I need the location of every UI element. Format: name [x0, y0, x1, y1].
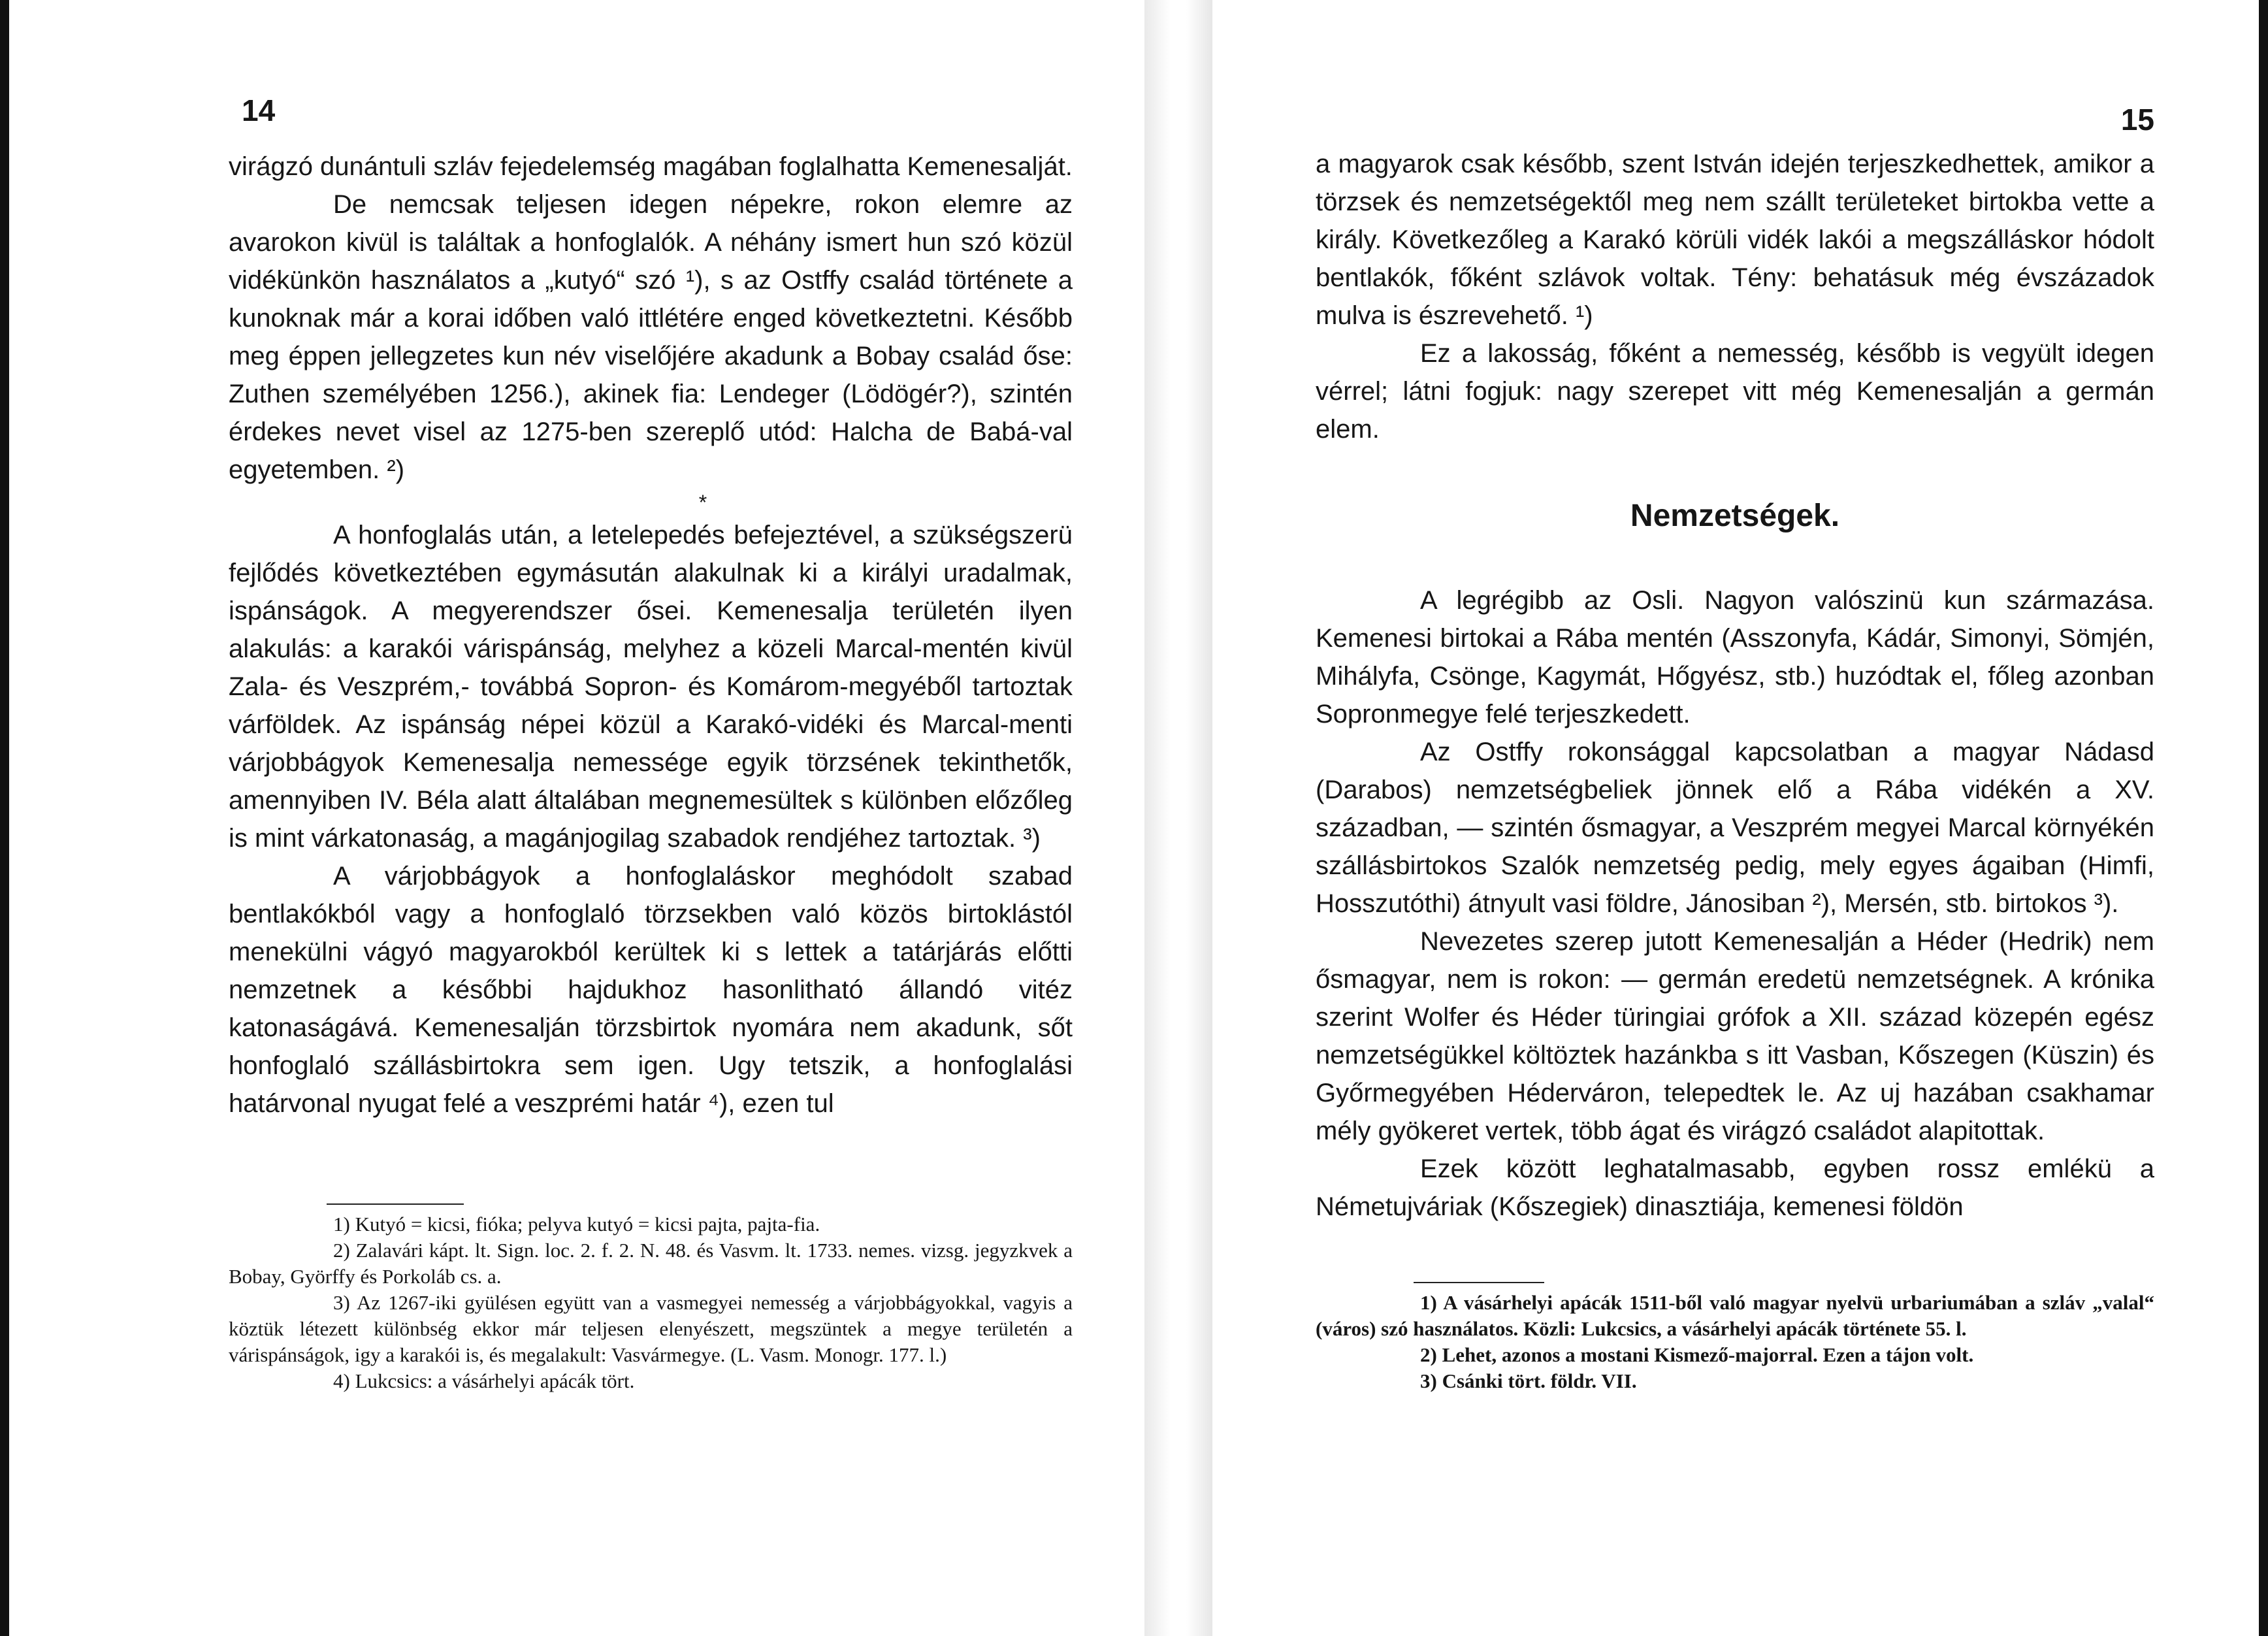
footnote: 1) Kutyó = kicsi, fióka; pelyva kutyó = kicsi pajta, pajta-fia. — [333, 1213, 820, 1235]
paragraph: Ezek között leghatalmasabb, egyben rossz emlékü a Németujváriak (Kőszegiek) dinasztiája, kemenesi földön — [1316, 1154, 2154, 1221]
paragraph: A honfoglalás után, a letelepedés befejeztével, a szükségszerü fejlődés következtében egymásután alakulnak ki a királyi uradalmak, ispánságok. A megyerendszer ősei. Kemenesalja területén ilyen alakulás: a karakói várispánság, melyhez a közeli Marcal-mentén kivül Zala- és Veszprém,- továbbá Sopron- és Komárom-megyéből tartoztak várföldek. Az ispánság népei közül a Karakó-vidéki és Marcal-menti várjobbágyok Kemenesalja nemessége egyik törzsének tekinthetők, amennyiben IV. Béla alatt általában megnemesültek s különben előzőleg is mint várkatonaság, a magánjogilag szabadok rendjéhez tartoztak. ³) — [229, 521, 1073, 853]
paragraph: Nevezetes szerep jutott Kemenesalján a Héder (Hedrik) nem ősmagyar, nem is rokon: — germán eredetü nemzetségnek. A krónika szerint Wolfer és Héder türingiai grófok a XII. század közepén egész nemzetségükkel költöztek hazánkba s itt Vasban, Kőszegen (Küszin) és Győrmegyében Héderváron, telepedtek le. Az uj hazában csakhamar mély gyökeret vertek, több ágat és virágzó családot alapitottak. — [1316, 927, 2154, 1145]
book-gutter — [1144, 0, 1212, 1636]
footnote: 2) Zalavári kápt. lt. Sign. loc. 2. f. 2. N. 48. és Vasvm. lt. 1733. nemes. vizsg. jegyzkvek a Bobay, Györffy és Porkoláb cs. a. — [229, 1239, 1073, 1288]
right-page — [1316, 0, 2154, 1636]
main-text — [229, 148, 1073, 1122]
footnote: 4) Lukcsics: a vásárhelyi apácák tört. — [333, 1369, 635, 1392]
section-heading: Nemzetségek. — [1630, 499, 1840, 533]
footnotes — [229, 1211, 1073, 1394]
footnote: 3) Csánki tört. földr. VII. — [1420, 1369, 1637, 1392]
footnote-rule — [1414, 1282, 1544, 1283]
main-text — [1316, 145, 2154, 1226]
footnote: 2) Lehet, azonos a mostani Kismező-majorral. Ezen a tájon volt. — [1420, 1343, 1974, 1366]
footnote: 1) A vásárhelyi apácák 1511-ből való magyar nyelvü urbariumában a szláv „valal“ (város) szó használatos. Közli: Lukcsics, a vásárhelyi apácák története 55. l. — [1316, 1291, 2154, 1340]
left-page — [229, 0, 1073, 1636]
footnote-rule — [327, 1203, 464, 1205]
paragraph: A legrégibb az Osli. Nagyon valószinü kun származása. Kemenesi birtokai a Rába mentén (Asszonyfa, Kádár, Simonyi, Sömjén, Mihályfa, Csönge, Kagymát, Hőgyész, stb.) huzódtak el, főleg azonban Sopronmegye felé terjeszkedett. — [1316, 586, 2154, 728]
scan-right-edge — [2259, 0, 2268, 1636]
paragraph: a magyarok csak később, szent István idején terjeszkedhettek, amikor a törzsek és nemzetségektől meg nem szállt területeket birtokba vette a király. Következőleg a Karakó körüli vidék lakói a megszálláskor hódolt bentlakók, főként szlávok voltak. Tény: behatásuk még évszázadok mulva is észrevehető. ¹) — [1316, 150, 2154, 330]
footnotes — [1316, 1290, 2154, 1394]
paragraph: Ez a lakosság, főként a nemesség, később is vegyült idegen vérrel; látni fogjuk: nagy szerepet vitt még Kemenesalján a germán elem. — [1316, 339, 2154, 444]
paragraph: virágzó dunántuli szláv fejedelemség magában foglalhatta Kemenesalját. — [229, 152, 1073, 181]
paragraph: Az Ostffy rokonsággal kapcsolatban a magyar Nádasd (Darabos) nemzetségbeliek jönnek elő a Rába vidékén a XV. században, — szintén ősmagyar, a Veszprém megyei Marcal környékén szállásbirtokos Szalók nemzetség pedig, mely egyes ágaiban (Himfi, Hosszutóthi) átnyult vasi földre, Jánosiban ²), Mersén, stb. birtokos ³). — [1316, 738, 2154, 918]
footnote: 3) Az 1267-iki gyülésen együtt van a vasmegyei nemesség a várjobbágyokkal, vagyis a köztük létezett különbség ekkor már teljesen elenyészett, megszüntek a megye területén a várispánságok, igy a karakói is, és megalakult: Vasvármegye. (L. Vasm. Monogr. 177. l.) — [229, 1291, 1073, 1366]
scan-left-edge — [0, 0, 9, 1636]
paragraph: De nemcsak teljesen idegen népekre, rokon elemre az avarokon kivül is találtak a honfoglalók. A néhány ismert hun szó közül vidékünkön használatos a „kutyó“ szó ¹), s az Ostffy család története a kunoknak már a korai időben való ittlétére enged következtetni. Később meg éppen jellegzetes kun név viselőjére akadunk a Bobay család őse: Zuthen személyében 1256.), akinek fia: Lendeger (Lödögér?), szintén érdekes nevet visel az 1275-ben szereplő utód: Halcha de Babá-val egyetemben. ²) — [229, 190, 1073, 484]
page-number: 15 — [2120, 103, 2154, 137]
section-separator: * — [698, 491, 707, 514]
paragraph: A várjobbágyok a honfoglaláskor meghódolt szabad bentlakókból vagy a honfoglaló törzsekben való közös birtoklástól menekülni vágyó magyarokból kerültek ki s lettek a tatárjárás előtti nemzetnek a későbbi hajdukhoz hasonlitható állandó vitéz katonaságává. Kemenesalján törzsbirtok nyomára nem akadunk, sőt honfoglaló szállásbirtokra sem igen. Ugy tetszik, a honfoglalási határvonal nyugat felé a veszprémi határ ⁴), ezen tul — [229, 862, 1073, 1118]
page-number: 14 — [242, 93, 276, 127]
